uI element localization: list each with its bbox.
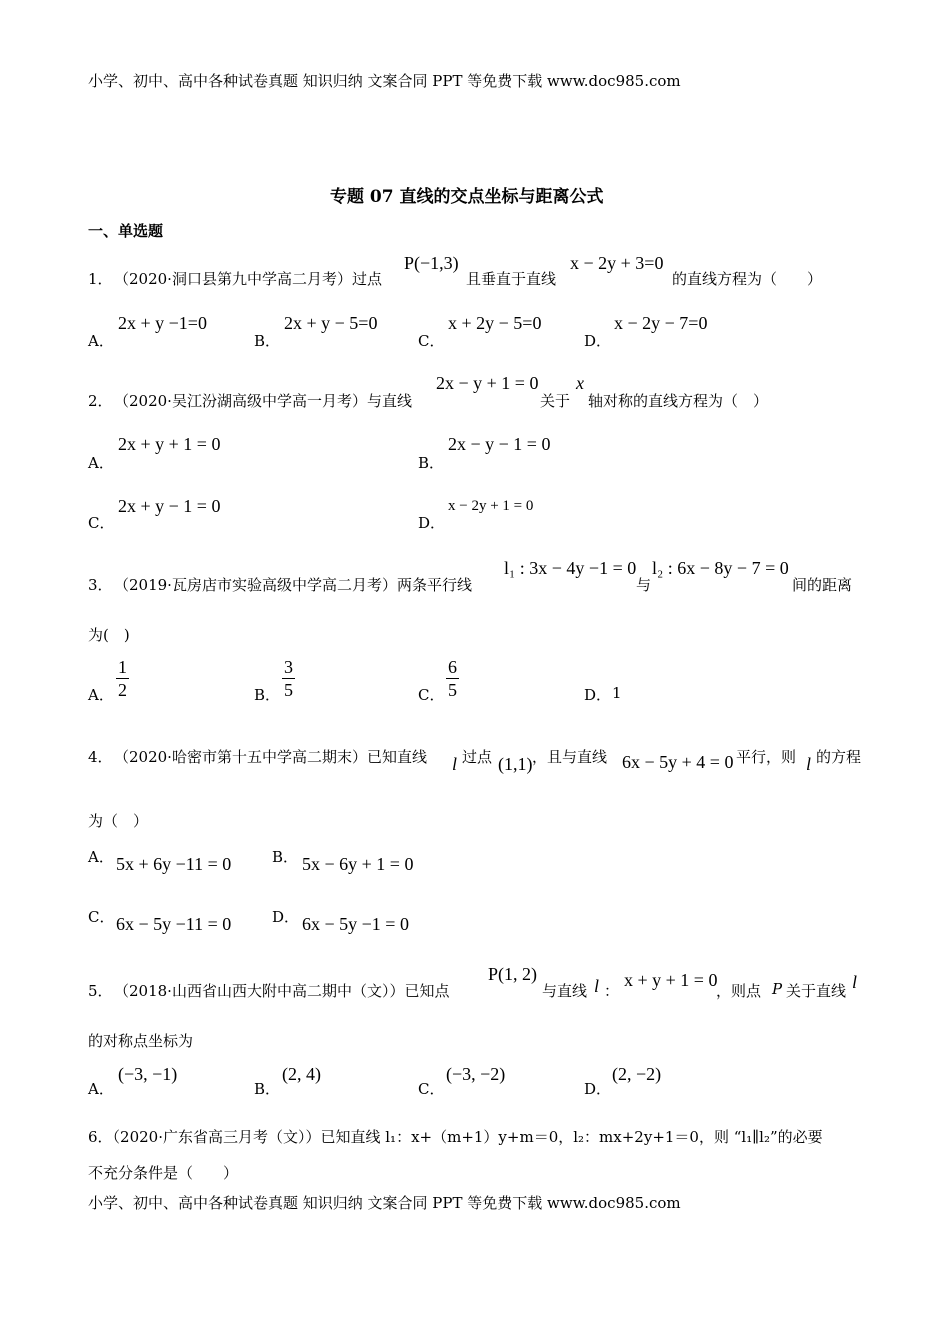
q5-option-b[interactable]: (2, 4) — [282, 1064, 321, 1084]
q5-mid3: 关于直线 — [786, 982, 847, 1000]
q1-source: （2020·洞口县第九中学高二月考）过点 — [114, 270, 382, 288]
q4-l2: l — [806, 754, 812, 774]
q4-line: 6x − 5y + 4 = 0 — [622, 752, 734, 772]
q3-option-a-num: 1 — [118, 657, 127, 677]
q4-option-b-label: B． — [272, 848, 299, 866]
q1-option-c-label: C． — [418, 332, 445, 350]
q3-l1: l₁ : 3x − 4y −1 = 0 — [504, 558, 637, 578]
q1-option-a-label: A． — [88, 332, 114, 350]
page-title: 专题 07 直线的交点坐标与距离公式 — [330, 187, 604, 207]
q3-mid: 与 — [636, 576, 652, 594]
q4-option-b[interactable]: 5x − 6y + 1 = 0 — [302, 854, 414, 874]
q3-option-a-label: A． — [88, 686, 114, 704]
q4-option-a-label: A． — [88, 848, 114, 866]
q1-option-b[interactable]: 2x + y − 5=0 — [284, 313, 378, 333]
q4-mid3: 平行，则 — [736, 748, 797, 766]
q3-line2: 为( ) — [88, 626, 130, 644]
q2-axis: x — [576, 373, 584, 393]
q4-mid2: ，且与直线 — [532, 748, 608, 766]
q1-line: x − 2y + 3=0 — [570, 253, 664, 273]
q5-mid2: ，则点 — [716, 982, 762, 1000]
q2-option-a-label: A． — [88, 454, 114, 472]
q4-option-c-label: C． — [88, 908, 115, 926]
q5-option-d-label: D． — [584, 1080, 612, 1098]
q3-option-c-num: 6 — [448, 657, 457, 677]
q4-line2: 为（ ） — [88, 812, 149, 830]
q5-l: l — [594, 976, 600, 996]
q5-point: P(1, 2) — [488, 964, 537, 984]
q1-option-d[interactable]: x − 2y − 7=0 — [614, 313, 708, 333]
q4-l: l — [452, 754, 458, 774]
q6-line2: 不充分条件是（ ） — [88, 1164, 239, 1182]
q4-option-d[interactable]: 6x − 5y −1 = 0 — [302, 914, 409, 934]
q5-option-c[interactable]: (−3, −2) — [446, 1064, 506, 1084]
q5-option-b-label: B． — [254, 1080, 281, 1098]
q5-option-a-label: A． — [88, 1080, 114, 1098]
q3-number: 3． — [88, 576, 113, 594]
section-heading: 一、单选题 — [88, 222, 164, 240]
q5-mid1: 与直线 — [542, 982, 588, 1000]
q3-option-d-label: D． — [584, 686, 612, 704]
q3-option-c-label: C． — [418, 686, 445, 704]
q1-mid: 且垂直于直线 — [466, 270, 557, 288]
q5-source: （2018·山西省山西大附中高二期中（文））已知点 — [114, 982, 450, 1000]
q5-l2: l — [852, 972, 858, 992]
q1-end: 的直线方程为（ ） — [672, 270, 823, 288]
q3-option-a-den: 2 — [118, 680, 127, 700]
q4-end: 的方程 — [816, 748, 862, 766]
q1-number: 1． — [88, 270, 113, 288]
q3-source: （2019·瓦房店市实验高级中学高二月考）两条平行线 — [114, 576, 472, 594]
q1-point: P(−1,3) — [404, 253, 459, 273]
q4-source: （2020·哈密市第十五中学高二期末）已知直线 — [114, 748, 427, 766]
q3-option-b-num: 3 — [284, 657, 293, 677]
q2-line: 2x − y + 1 = 0 — [436, 373, 539, 393]
q3-option-b[interactable] — [282, 656, 295, 701]
page-header: 小学、初中、高中各种试卷真题 知识归纳 文案合同 PPT 等免费下载 www.doc985.com — [88, 72, 681, 90]
q5-option-c-label: C． — [418, 1080, 445, 1098]
q2-end: 轴对称的直线方程为（ ） — [588, 392, 769, 410]
q2-option-d-label: D． — [418, 514, 446, 532]
q2-option-c-label: C． — [88, 514, 115, 532]
q5-p: P — [772, 980, 783, 998]
q5-number: 5． — [88, 982, 113, 1000]
q5-option-a[interactable]: (−3, −1) — [118, 1064, 178, 1084]
q5-line2: 的对称点坐标为 — [88, 1032, 194, 1050]
q2-option-d[interactable]: x − 2y + 1 = 0 — [448, 498, 534, 514]
q3-option-c[interactable] — [446, 656, 459, 701]
q4-option-a[interactable]: 5x + 6y −11 = 0 — [116, 854, 232, 874]
q3-option-c-den: 5 — [448, 680, 457, 700]
q2-source: （2020·吴江汾湖高级中学高一月考）与直线 — [114, 392, 412, 410]
q6-line1: 6．（2020·广东省高三月考（文））已知直线 l₁：x+（m+1）y+m＝0，l₂：mx+2y+1＝0，则 “l₁∥l₂”的必要 — [88, 1128, 823, 1146]
q4-number: 4． — [88, 748, 113, 766]
q5-colon: ： — [604, 982, 620, 1000]
page-footer: 小学、初中、高中各种试卷真题 知识归纳 文案合同 PPT 等免费下载 www.doc985.com — [88, 1194, 681, 1212]
q1-option-d-label: D． — [584, 332, 612, 350]
q4-mid1: 过点 — [462, 748, 493, 766]
q2-mid: 关于 — [540, 392, 571, 410]
q3-option-a[interactable] — [116, 656, 129, 701]
q1-option-a[interactable]: 2x + y −1=0 — [118, 313, 207, 333]
q4-option-d-label: D． — [272, 908, 300, 926]
q2-option-c[interactable]: 2x + y − 1 = 0 — [118, 496, 221, 516]
q2-option-b-label: B． — [418, 454, 445, 472]
q4-point: (1,1) — [498, 754, 533, 774]
q1-option-c[interactable]: x + 2y − 5=0 — [448, 313, 542, 333]
q2-option-b[interactable]: 2x − y − 1 = 0 — [448, 434, 551, 454]
q3-end: 间的距离 — [792, 576, 853, 594]
q2-number: 2． — [88, 392, 113, 410]
q2-option-a[interactable]: 2x + y + 1 = 0 — [118, 434, 221, 454]
q3-option-b-den: 5 — [284, 680, 293, 700]
q3-l2: l₂ : 6x − 8y − 7 = 0 — [652, 558, 789, 578]
q5-option-d[interactable]: (2, −2) — [612, 1064, 662, 1084]
q3-option-d[interactable]: 1 — [612, 684, 622, 702]
q4-option-c[interactable]: 6x − 5y −11 = 0 — [116, 914, 232, 934]
q1-option-b-label: B． — [254, 332, 281, 350]
q5-line: x + y + 1 = 0 — [624, 970, 718, 990]
q3-option-b-label: B． — [254, 686, 281, 704]
